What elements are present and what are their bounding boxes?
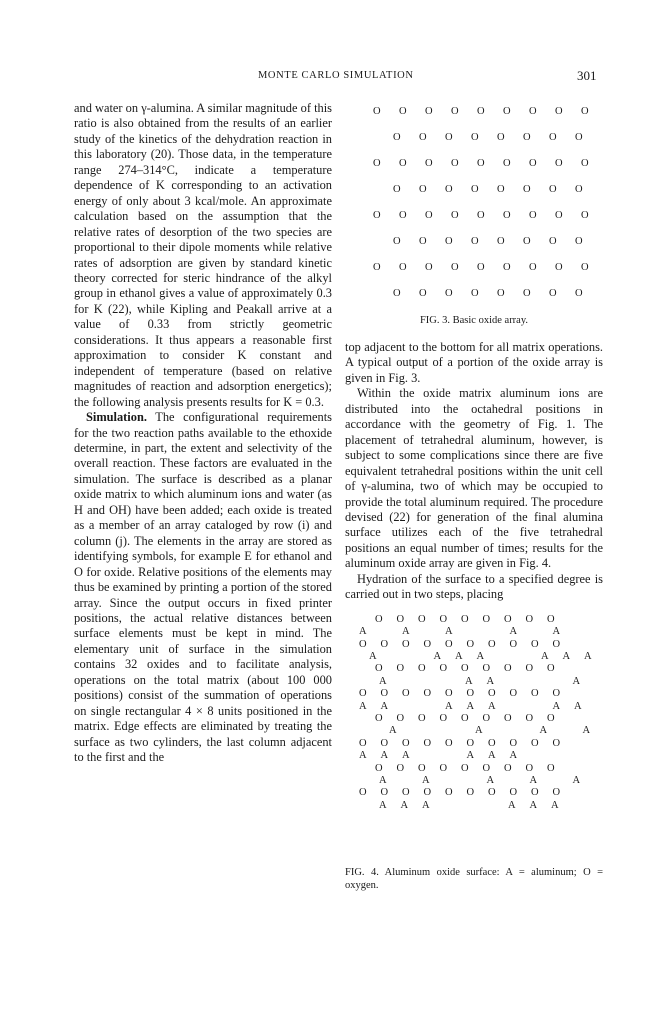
aluminum-symbol: A (369, 650, 377, 662)
oxygen-symbol: O (396, 762, 405, 774)
oxide-symbol: O (529, 262, 537, 273)
aluminum-symbol: A (552, 626, 561, 638)
oxygen-symbol: O (547, 663, 555, 675)
oxygen-symbol: O (466, 688, 475, 700)
oxide-symbol: O (549, 184, 557, 195)
simulation-paragraph (74, 410, 332, 765)
oxygen-symbol: O (525, 762, 534, 774)
aluminum-symbol: A (379, 774, 387, 786)
oxide-symbol: O (497, 184, 505, 195)
aluminum-symbol: A (541, 650, 549, 662)
figure-3-caption: FIG. 3. Basic oxide array. (419, 315, 529, 326)
oxide-symbol: O (393, 236, 401, 247)
aluminum-symbol: A (509, 750, 518, 762)
oxygen-symbol: O (466, 737, 475, 749)
aluminum-symbol: A (529, 799, 538, 811)
figure-4-caption: FIG. 4. Aluminum oxide surface: A = aluminum; O = oxygen. (345, 867, 603, 891)
oxygen-symbol: O (488, 737, 496, 749)
right-paragraph-2: Within the oxide matrix aluminum ions are distributed into the octahedral positions in accordance with the geometry of Fig. 1. The placement of tetrahedral aluminum, however, is subject to some complications since there are five equivalent tetrahedral positions within the unit cell of γ-alumina, two of which may be occupied to provide the total aluminum required. The procedure devised (22) for generation of the final alumina surface utilizes each of the five tetrahedral positions an equal number of times; results for the aluminum oxide array are given in Fig. 4. (345, 386, 603, 571)
oxide-symbol: O (523, 288, 531, 299)
oxide-symbol: O (581, 210, 589, 221)
oxygen-symbol: O (482, 613, 491, 625)
aluminum-symbol: A (455, 650, 463, 662)
aluminum-symbol: A (465, 675, 473, 687)
oxygen-symbol: O (531, 688, 539, 700)
oxygen-symbol: O (423, 638, 432, 650)
aluminum-symbol: A (380, 750, 389, 762)
oxide-symbol: O (581, 106, 589, 117)
oxygen-symbol: O (396, 663, 405, 675)
oxide-symbol: O (529, 106, 537, 117)
oxygen-symbol: O (396, 613, 405, 625)
aluminum-symbol: A (445, 700, 453, 712)
oxide-symbol: O (399, 210, 407, 221)
oxide-symbol: O (503, 158, 511, 169)
oxygen-symbol: O (525, 712, 534, 724)
oxygen-symbol: O (396, 712, 405, 724)
oxide-symbol: O (575, 236, 583, 247)
oxide-symbol: O (445, 288, 453, 299)
oxide-symbol: O (555, 262, 563, 273)
aluminum-symbol: A (359, 750, 367, 762)
oxygen-symbol: O (418, 663, 426, 675)
oxygen-symbol: O (418, 613, 426, 625)
aluminum-symbol: A (402, 750, 410, 762)
oxygen-symbol: O (439, 613, 448, 625)
oxygen-symbol: O (375, 663, 383, 675)
aluminum-symbol: A (562, 650, 571, 662)
aluminum-symbol: A (508, 799, 516, 811)
aluminum-symbol: A (475, 725, 483, 737)
oxide-symbol: O (555, 106, 563, 117)
oxygen-symbol: O (509, 638, 518, 650)
oxygen-symbol: O (461, 613, 469, 625)
oxide-symbol: O (575, 184, 583, 195)
oxygen-symbol: O (359, 737, 367, 749)
oxide-symbol: O (529, 210, 537, 221)
oxide-symbol: O (419, 184, 427, 195)
aluminum-symbol: A (582, 725, 591, 737)
oxide-symbol: O (445, 184, 453, 195)
oxide-symbol: O (555, 210, 563, 221)
oxide-symbol: O (425, 158, 433, 169)
oxygen-symbol: O (380, 787, 389, 799)
oxide-symbol: O (425, 210, 433, 221)
oxygen-symbol: O (402, 638, 410, 650)
oxygen-symbol: O (402, 737, 410, 749)
oxygen-symbol: O (488, 688, 496, 700)
oxide-symbol: O (373, 210, 381, 221)
aluminum-symbol: A (529, 774, 538, 786)
aluminum-symbol: A (488, 750, 496, 762)
oxygen-symbol: O (504, 663, 512, 675)
oxygen-symbol: O (509, 688, 518, 700)
aluminum-symbol: A (476, 650, 485, 662)
oxygen-symbol: O (445, 737, 453, 749)
oxide-symbol: O (445, 132, 453, 143)
oxide-symbol: O (523, 132, 531, 143)
aluminum-symbol: A (380, 700, 389, 712)
oxide-symbol: O (581, 158, 589, 169)
oxygen-symbol: O (552, 688, 561, 700)
oxygen-symbol: O (359, 638, 367, 650)
oxygen-symbol: O (445, 787, 453, 799)
oxide-symbol: O (373, 106, 381, 117)
oxygen-symbol: O (359, 688, 367, 700)
oxygen-symbol: O (445, 688, 453, 700)
oxygen-symbol: O (531, 737, 539, 749)
aluminum-symbol: A (402, 626, 410, 638)
aluminum-symbol: A (359, 626, 367, 638)
left-column (74, 101, 332, 765)
oxide-symbol: O (503, 210, 511, 221)
right-paragraph-1: top adjacent to the bottom for all matrix operations. A typical output of a portion of the oxide array is given in Fig. 3. (345, 340, 603, 385)
oxygen-symbol: O (461, 663, 469, 675)
oxygen-symbol: O (375, 762, 383, 774)
oxide-symbol: O (451, 158, 459, 169)
oxide-symbol: O (393, 184, 401, 195)
oxide-symbol: O (419, 132, 427, 143)
oxide-symbol: O (471, 184, 479, 195)
oxygen-symbol: O (466, 638, 475, 650)
aluminum-symbol: A (486, 774, 495, 786)
aluminum-symbol: A (379, 675, 387, 687)
oxygen-symbol: O (418, 762, 426, 774)
oxide-symbol: O (471, 288, 479, 299)
oxygen-symbol: O (439, 663, 448, 675)
oxygen-symbol: O (531, 787, 539, 799)
oxygen-symbol: O (482, 762, 491, 774)
oxygen-symbol: O (552, 737, 561, 749)
oxygen-symbol: O (482, 712, 491, 724)
oxide-symbol: O (477, 158, 485, 169)
oxygen-symbol: O (375, 712, 383, 724)
oxygen-symbol: O (488, 638, 496, 650)
oxide-symbol: O (555, 158, 563, 169)
oxide-symbol: O (477, 262, 485, 273)
oxygen-symbol: O (439, 762, 448, 774)
oxide-symbol: O (575, 132, 583, 143)
oxide-symbol: O (451, 210, 459, 221)
aluminum-symbol: A (551, 799, 559, 811)
oxygen-symbol: O (423, 737, 432, 749)
oxygen-symbol: O (488, 787, 496, 799)
oxide-symbol: O (393, 132, 401, 143)
aluminum-symbol: A (584, 650, 592, 662)
oxygen-symbol: O (504, 712, 512, 724)
aluminum-symbol: A (359, 700, 367, 712)
oxide-symbol: O (497, 236, 505, 247)
oxygen-symbol: O (423, 787, 432, 799)
aluminum-symbol: A (539, 725, 548, 737)
oxygen-symbol: O (439, 712, 448, 724)
oxide-symbol: O (549, 132, 557, 143)
oxide-symbol: O (471, 236, 479, 247)
figure-3-oxide-array (345, 101, 603, 303)
oxygen-symbol: O (402, 787, 410, 799)
aluminum-symbol: A (572, 675, 581, 687)
aluminum-symbol: A (400, 799, 409, 811)
oxide-symbol: O (477, 106, 485, 117)
oxygen-symbol: O (531, 638, 539, 650)
oxide-symbol: O (393, 288, 401, 299)
oxygen-symbol: O (552, 787, 561, 799)
oxide-symbol: O (425, 106, 433, 117)
oxide-symbol: O (581, 262, 589, 273)
aluminum-symbol: A (574, 700, 582, 712)
oxide-symbol: O (503, 106, 511, 117)
aluminum-symbol: A (552, 700, 561, 712)
oxide-symbol: O (373, 262, 381, 273)
oxide-symbol: O (399, 158, 407, 169)
aluminum-symbol: A (486, 675, 495, 687)
oxygen-symbol: O (445, 638, 453, 650)
aluminum-symbol: A (422, 774, 430, 786)
oxygen-symbol: O (504, 613, 512, 625)
aluminum-symbol: A (379, 799, 387, 811)
oxygen-symbol: O (552, 638, 561, 650)
oxygen-symbol: O (423, 688, 432, 700)
oxide-symbol: O (575, 288, 583, 299)
oxide-symbol: O (445, 236, 453, 247)
aluminum-symbol: A (389, 725, 397, 737)
oxygen-symbol: O (461, 762, 469, 774)
aluminum-symbol: A (488, 700, 496, 712)
running-header (0, 68, 672, 88)
oxide-symbol: O (549, 236, 557, 247)
oxygen-symbol: O (509, 787, 518, 799)
oxide-symbol: O (497, 288, 505, 299)
aluminum-symbol: A (466, 750, 475, 762)
oxide-symbol: O (497, 132, 505, 143)
oxygen-symbol: O (359, 787, 367, 799)
oxygen-symbol: O (380, 638, 389, 650)
oxide-symbol: O (503, 262, 511, 273)
oxide-symbol: O (471, 132, 479, 143)
oxygen-symbol: O (380, 737, 389, 749)
oxide-symbol: O (529, 158, 537, 169)
oxygen-symbol: O (482, 663, 491, 675)
aluminum-symbol: A (433, 650, 442, 662)
oxide-symbol: O (425, 262, 433, 273)
oxide-symbol: O (523, 236, 531, 247)
left-paragraph-1: and water on γ-alumina. A similar magnitude of this ratio is also obtained from the results of an earlier study of the kinetics of the dehydration reaction in this laboratory (20). Those data, in the temperature range 274–314°C, indicate a temperature dependence of K corresponding to an activation energy of only about 3 kcal/mole. An approximate calculation based on the assumption that the relative rates of desorption of the two species are proportional to their dipole moments while relative rates of adsorption are given by standard kinetic theory corrected for steric hindrance of the alkyl group in ethanol gives a value of approximately 0.3 for K (22), while Kipling and Peakall arrive at a value of 0.33 from strictly geometric considerations. It thus appears a reasonable first approximation to consider K constant and independent of temperature (based on relative magnitudes of reaction and adsorption energetics); the following analysis presents results for K = 0.3. (74, 101, 332, 409)
oxygen-symbol: O (547, 762, 555, 774)
oxide-symbol: O (419, 236, 427, 247)
aluminum-symbol: A (509, 626, 518, 638)
simulation-paragraph-text: The configurational requirements for the two reaction paths available to the ethoxide determine, in part, the extent and selectivity of the overall reaction. These factors are evaluated in the simulation. The surface is described as a planar oxide matrix to which aluminum ions and water (as H and OH) have been added; each oxide is treated as a member of an array cataloged by row (i) and column (j). The elements in the array are stored as identifying symbols, for example E for ethanol and O for oxide. Relative positions of the elements may thus be examined by printing a portion of the stored array. Since the output occurs in fixed printer positions, the actual relative distances between surface elements must be kept in mind. The elementary unit of surface in the simulation contains 32 oxides and to facilitate analysis, operations on the total matrix (about 100 000 positions) consist of the summation of operations on single rectangular 4 × 8 units positioned in the matrix. Edge effects are eliminated by treating the surface as two cylinders, the last column adjacent to the first and the (74, 410, 332, 765)
oxide-symbol: O (451, 262, 459, 273)
oxide-symbol: O (477, 210, 485, 221)
running-title: MONTE CARLO SIMULATION (258, 70, 414, 81)
oxygen-symbol: O (375, 613, 383, 625)
oxygen-symbol: O (466, 787, 475, 799)
oxide-symbol: O (419, 288, 427, 299)
oxide-symbol: O (399, 262, 407, 273)
oxygen-symbol: O (418, 712, 426, 724)
oxygen-symbol: O (461, 712, 469, 724)
oxygen-symbol: O (547, 712, 555, 724)
aluminum-symbol: A (466, 700, 475, 712)
oxygen-symbol: O (547, 613, 555, 625)
oxide-symbol: O (549, 288, 557, 299)
oxide-symbol: O (399, 106, 407, 117)
oxide-symbol: O (523, 184, 531, 195)
aluminum-symbol: A (572, 774, 581, 786)
right-paragraph-3: Hydration of the surface to a specified degree is carried out in two steps, placing (345, 571, 603, 602)
oxygen-symbol: O (525, 613, 534, 625)
oxygen-symbol: O (525, 663, 534, 675)
section-run-in-head: Simulation. (86, 410, 147, 425)
oxygen-symbol: O (509, 737, 518, 749)
oxygen-symbol: O (380, 688, 389, 700)
figure-4-aluminum-oxide-surface (345, 613, 603, 1013)
aluminum-symbol: A (445, 626, 453, 638)
page-number: 301 (577, 68, 597, 83)
aluminum-symbol: A (422, 799, 430, 811)
oxygen-symbol: O (504, 762, 512, 774)
oxide-symbol: O (451, 106, 459, 117)
oxygen-symbol: O (402, 688, 410, 700)
oxide-symbol: O (373, 158, 381, 169)
